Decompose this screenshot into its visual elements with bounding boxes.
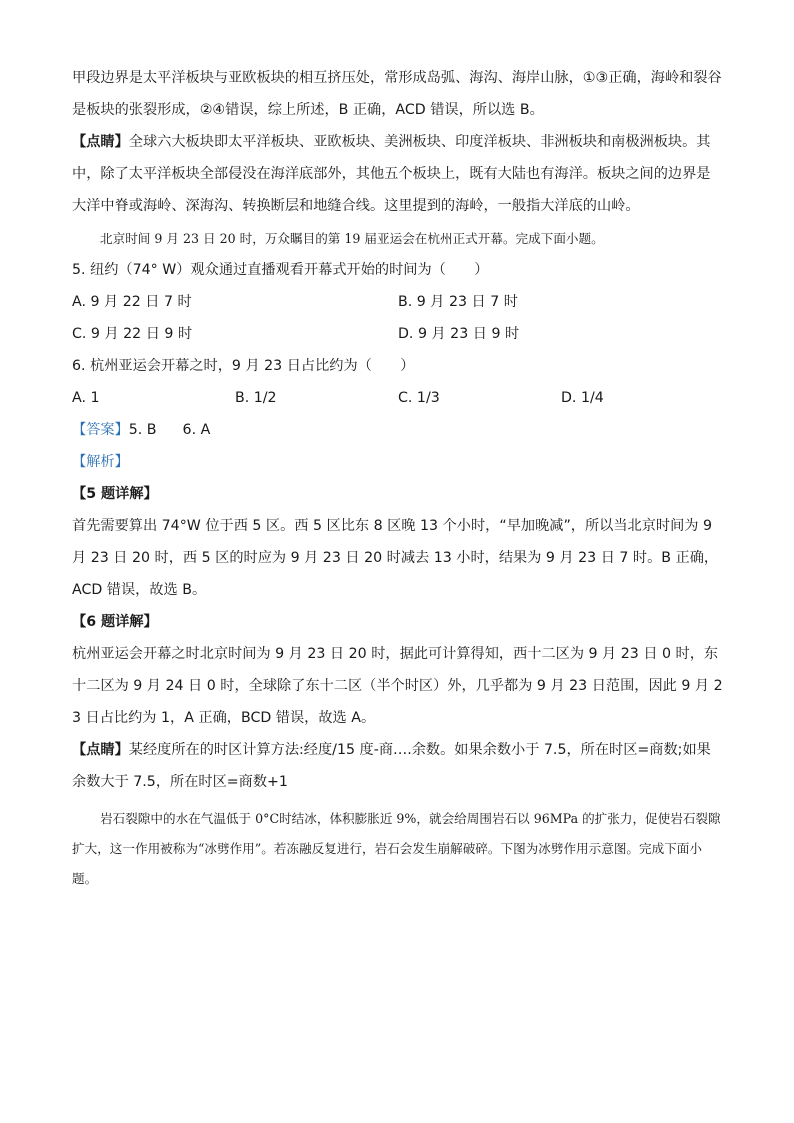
question-5-options-row-2 (72, 318, 724, 350)
q5-option-d: D. 9 月 23 日 9 时 (398, 326, 520, 342)
q5-detail-heading (72, 478, 724, 510)
answer-6: 6. A (182, 422, 211, 438)
dianjing-tag: 【点睛】 (72, 134, 129, 150)
q6-option-d: D. 1/4 (561, 390, 604, 406)
q6-detail-heading (72, 606, 724, 638)
answer-tag: 【答案】 (72, 422, 129, 438)
answer-line (72, 414, 724, 446)
q6-option-a: A. 1 (72, 390, 100, 406)
explanation-line-1: 甲段边界是太平洋板块与亚欧板块的相互挤压处，常形成岛弧、海沟、海岸山脉，①③正确，海岭和裂谷 (72, 70, 722, 86)
analysis-heading (72, 446, 724, 478)
q5-detail-text: 首先需要算出 74°W 位于西 5 区。西 5 区比东 8 区晚 13 个小时，“早加晚减”，所以当北京时间为 9 月 23 日 20 时，西 5 区的时应为 9 月 23 日 20 时减去 13 小时，结果为 9 月 23 日 7 时。B 正确，ACD 错误，故选 B。 (72, 518, 719, 598)
q6-detail-tag: 【6 题详解】 (72, 614, 158, 630)
q6-option-b: B. 1/2 (235, 390, 277, 406)
dianjing-paragraph-1 (72, 126, 724, 222)
q5-option-c: C. 9 月 22 日 9 时 (72, 326, 193, 342)
q5-option-b: B. 9 月 23 日 7 时 (398, 294, 518, 310)
dianjing-2-tag: 【点睛】 (72, 742, 129, 758)
q5-option-a: A. 9 月 22 日 7 时 (72, 294, 192, 310)
q6-option-c: C. 1/3 (398, 390, 440, 406)
explanation-paragraph (72, 62, 724, 126)
dianjing-text: 全球六大板块即太平洋板块、亚欧板块、美洲板块、印度洋板块、非洲板块和南极洲板块。其中，除了太平洋板块全部侵没在海洋底部外，其他五个板块上，既有大陆也有海洋。板块之间的边界是大洋中脊或海岭、深海沟、转换断层和地缝合线。这里提到的海岭，一般指大洋底的山岭。 (72, 134, 711, 214)
dianjing-paragraph-2 (72, 734, 724, 798)
question-6-options-row (72, 382, 724, 414)
dianjing-2-text: 某经度所在的时区计算方法:经度/15 度-商….余数。如果余数小于 7.5，所在时区=商数;如果余数大于 7.5，所在时区=商数+1 (72, 742, 711, 790)
document-page (72, 62, 724, 894)
q5-detail-tag: 【5 题详解】 (72, 486, 158, 502)
question-5-stem: 5. 纽约（74° W）观众通过直播观看开幕式开始的时间为（ ） (72, 262, 489, 278)
question-stem-frost-wedging: 岩石裂隙中的水在气温低于 0°C时结冰，体积膨胀近 9%，就会给周围岩石以 96MPa 的扩张力，促使岩石裂隙扩大，这一作用被称为“冰劈作用”。若冻融反复进行，岩石会发生崩解破碎。下图为冰劈作用示意图。完成下面小题。 (72, 811, 721, 886)
q6-detail-text: 杭州亚运会开幕之时北京时间为 9 月 23 日 20 时，据此可计算得知，西十二区为 9 月 23 日 0 时，东十二区为 9 月 24 日 0 时，全球除了东十二区（半个时区）外，几乎都为 9 月 23 日范围，因此 9 月 23 日占比约为 1，A 正确，BCD 错误，故选 A。 (72, 646, 723, 726)
question-6-stem: 6. 杭州亚运会开幕之时，9 月 23 日占比约为（ ） (72, 358, 415, 374)
question-stem-asian-games: 北京时间 9 月 23 日 20 时，万众瞩目的第 19 届亚运会在杭州正式开幕。完成下面小题。 (100, 231, 604, 246)
explanation-line-2: 是板块的张裂形成，②④错误，综上所述，B 正确，ACD 错误，所以选 B。 (72, 102, 544, 118)
analysis-tag: 【解析】 (72, 454, 129, 470)
question-5-options-row-1 (72, 286, 724, 318)
answer-5: 5. B (128, 422, 157, 438)
